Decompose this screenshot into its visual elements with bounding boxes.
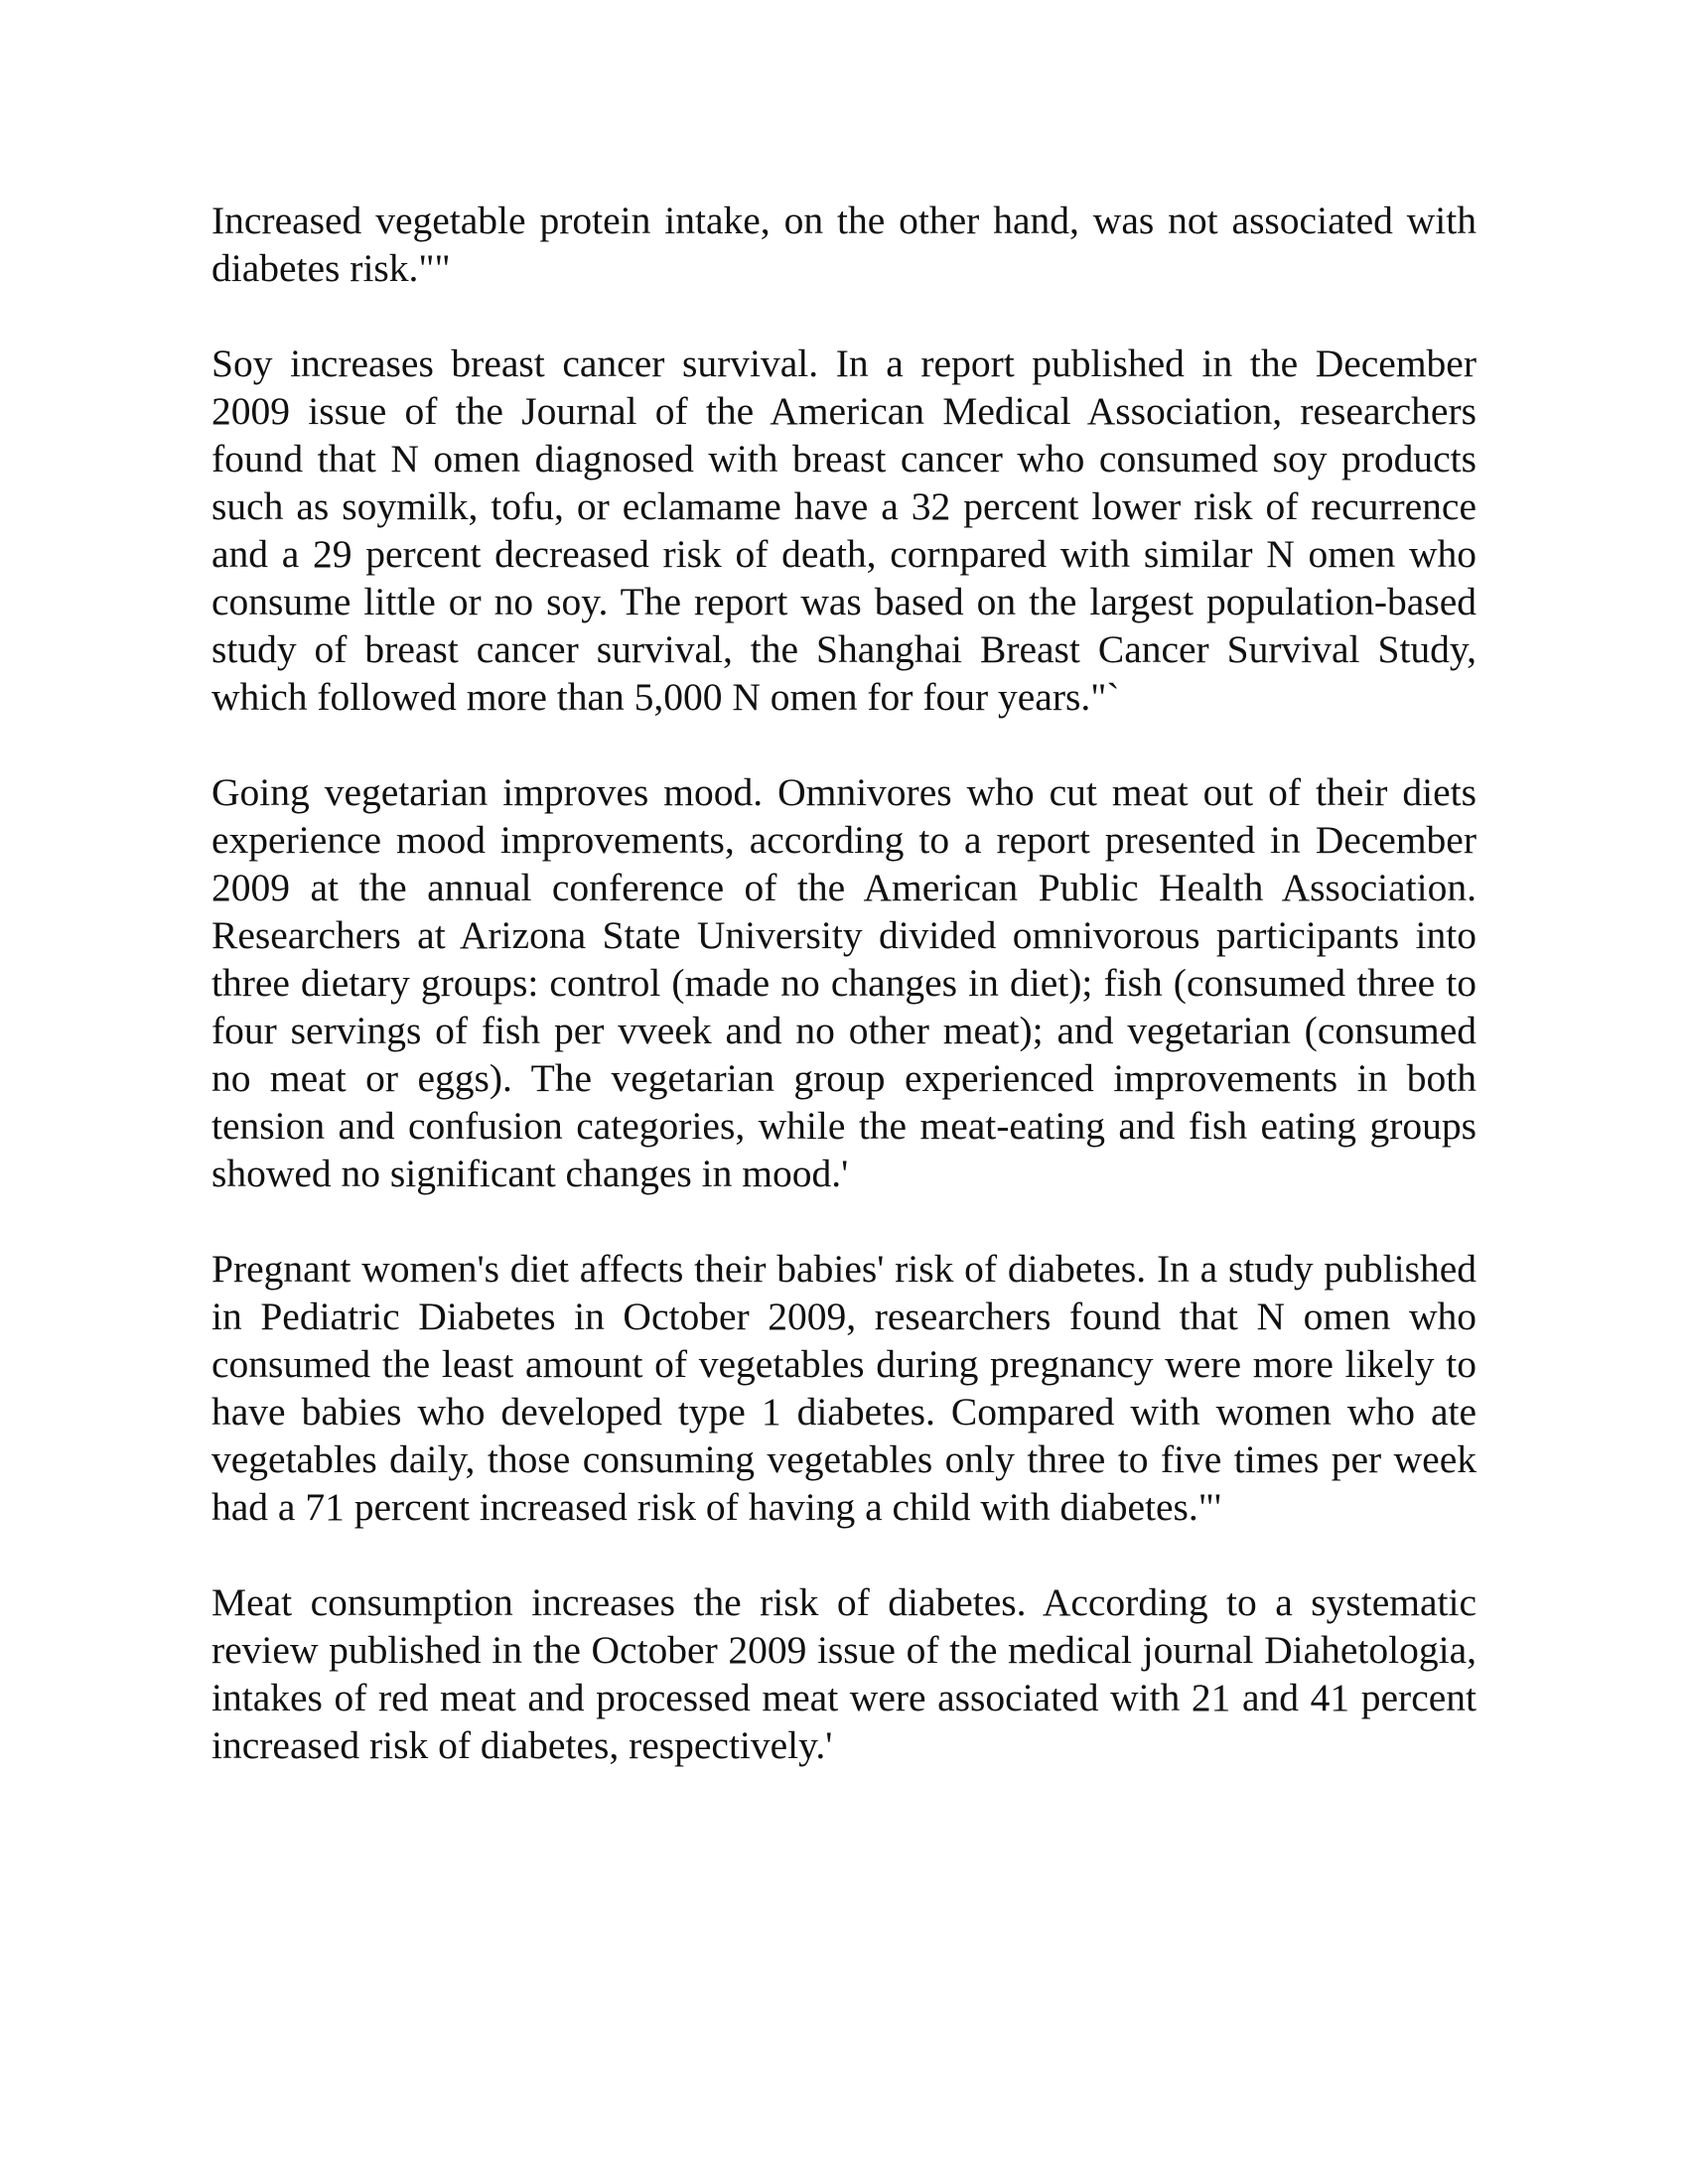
paragraph-vegetable-protein: Increased vegetable protein intake, on the other hand, was not associated with diabetes risk."" xyxy=(211,199,1477,290)
paragraph-pregnancy-diabetes: Pregnant women's diet affects their babies' risk of diabetes. In a study published in Pediatric Diabetes in October 2009, researchers found that N omen who consumed the least amount of vegetables during pregnancy were more likely to have babies who developed type 1 diabetes. Compared with women who ate vegetables daily, those consuming vegetables only three to five times per week had a 71 percent increased risk of having a child with diabetes."' xyxy=(211,1247,1477,1529)
paragraph-vegetarian-mood: Going vegetarian improves mood. Omnivores who cut meat out of their diets experience mood improvements, according to a report presented in December 2009 at the annual conference of the American Public Health Association. Researchers at Arizona State University divided omnivorous participants into three dietary groups: control (made no changes in diet); fish (consumed three to four servings of fish per vveek and no other meat); and vegetarian (consumed no meat or eggs). The vegetarian group experienced improvements in both tension and confusion categories, while the meat-eating and fish eating groups showed no significant changes in mood.' xyxy=(211,770,1477,1195)
paragraph-meat-diabetes: Meat consumption increases the risk of diabetes. According to a systematic review published in the October 2009 issue of the medical journal Diahetologia, intakes of red meat and processed meat were associated with 21 and 41 percent increased risk of diabetes, respectively.' xyxy=(211,1580,1477,1767)
paragraph-soy-breast-cancer: Soy increases breast cancer survival. In a report published in the December 2009 issue of the Journal of the American Medical Association, researchers found that N omen diagnosed with breast cancer who consumed soy products such as soymilk, tofu, or eclamame have a 32 percent lower risk of recurrence and a 29 percent decreased risk of death, cornpared with similar N omen who consume little or no soy. The report was based on the largest population-based study of breast cancer survival, the Shanghai Breast Cancer Survival Study, which followed more than 5,000 N omen for four years."` xyxy=(211,341,1477,719)
document-page xyxy=(211,197,1477,1817)
